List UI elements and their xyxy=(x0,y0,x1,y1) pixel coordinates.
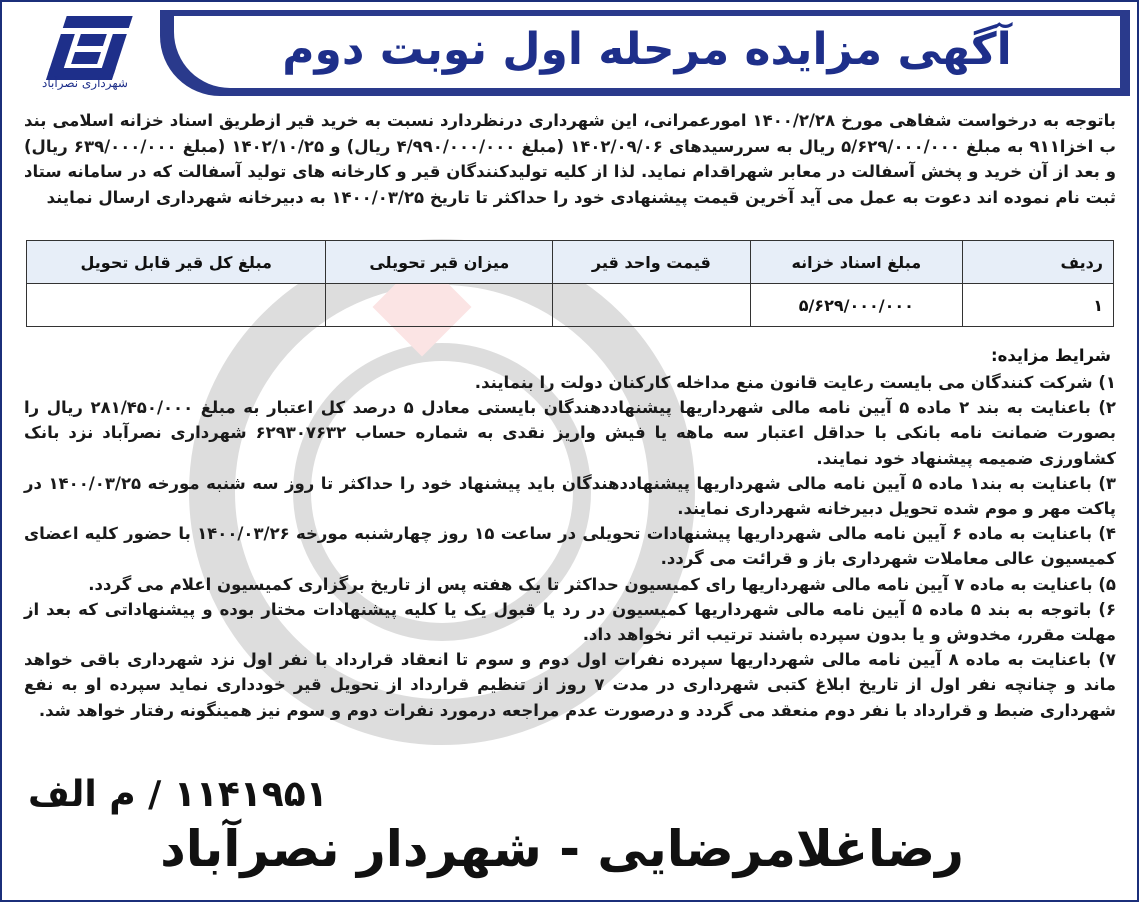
table-row xyxy=(27,284,1114,327)
table-header-cell: میزان قیر تحویلی xyxy=(326,241,553,284)
intro-paragraph: باتوجه به درخواست شفاهی مورخ ۱۴۰۰/۲/۲۸ امورعمرانی، این شهرداری درنظردارد نسبت به خرید قیر ازطریق اسناد خزانه اسلامی بند ب اخزا۹۱۱ به مبلغ ۵/۶۲۹/۰۰۰/۰۰۰ ریال به سررسیدهای ۱۴۰۲/۰۹/۰۶ (مبلغ ۴/۹۹۰/۰۰۰/۰۰۰ ریال) و ۱۴۰۲/۱۰/۲۵ (مبلغ ۶۳۹/۰۰۰/۰۰۰ ریال) و بعد از آن خرید و پخش آسفالت در معابر شهراقدام نماید. لذا از کلیه تولیدکنندگان قیر و کارخانه های تولید آسفالت که در سامانه ستاد ثبت نام نموده اند دعوت به عمل می آید آخرین قیمت پیشنهادی خود را حداکثر تا تاریخ ۱۴۰۰/۰۳/۲۵ به دبیرخانه شهرداری ارسال نمایند xyxy=(24,111,1117,207)
table-header-cell: مبلغ اسناد خزانه xyxy=(750,241,962,284)
table-header-cell: ردیف xyxy=(963,241,1114,284)
conditions-list xyxy=(24,370,1116,723)
table-header-cell: مبلغ کل قیر قابل تحویل xyxy=(27,241,326,284)
table-cell xyxy=(326,284,553,327)
bid-table xyxy=(26,240,1114,327)
table-header-row xyxy=(27,241,1114,284)
header-panel xyxy=(174,16,1120,88)
logo-caption: شهرداری نصرآباد xyxy=(42,76,128,90)
signer-name: رضاغلامرضایی - شهردار نصرآباد xyxy=(160,820,964,878)
page-title: آگهی مزایده مرحله اول نوبت دوم xyxy=(282,24,1012,75)
condition-item: ۵) باعنایت به ماده ۷ آیین نامه مالی شهرداریها رای کمیسیون حداکثر تا یک هفته پس از تاریخ برگزاری کمیسیون اعلام می گردد. xyxy=(88,574,1116,594)
condition-item: ۳) باعنایت به بند۱ ماده ۵ آیین نامه مالی شهرداریها پیشنهاددهندگان باید پیشنهاد خود را حداکثر تا روز سه شنبه مورخه ۱۴۰۰/۰۳/۲۵ در پاکت مهر و موم شده تحویل دبیرخانه شهرداری نمایند. xyxy=(24,473,1116,519)
reference-number: ۱۱۴۱۹۵۱ / م الف xyxy=(28,774,328,815)
condition-item: ۷) باعنایت به ماده ۸ آیین نامه مالی شهرداریها سپرده نفرات اول دوم و سوم تا انعقاد قرارداد با نفر اول نزد شهرداری باقی خواهد ماند و چنانچه نفر اول از تاریخ ابلاغ کتبی شهرداری در مدت ۷ روز از تنظیم قرارداد از تحویل قیر خودداری نماید سپرده او به نفع شهرداری ضبط و قرارداد با نفر دوم منعقد می گردد و درصورت عدم مراجعه درمورد نفرات دوم و سوم نیز همینگونه رفتار خواهد شد. xyxy=(24,650,1116,720)
condition-item: ۶) باتوجه به بند ۵ ماده ۵ آیین نامه مالی شهرداریها کمیسیون در رد یا قبول یک یا کلیه پیشنهادات مختار بوده و پیشنهاداتی که بعد از مهلت مقرر، مخدوش و یا بدون سپرده باشند ترتیب اثر نخواهد داد. xyxy=(24,599,1117,645)
condition-item: ۱) شرکت کنندگان می بایست رعایت قانون منع مداخله کارکنان دولت را بنمایند. xyxy=(474,373,1116,392)
table-cell: ۵/۶۲۹/۰۰۰/۰۰۰ xyxy=(750,284,962,327)
table-cell: ۱ xyxy=(963,284,1114,327)
table-cell xyxy=(553,284,750,327)
header-banner xyxy=(160,10,1130,96)
condition-item: ۴) باعنایت به ماده ۶ آیین نامه مالی شهرداریها پیشنهادات تحویلی در ساعت ۱۵ روز چهارشنبه مورخه ۱۴۰۰/۰۳/۲۶ با حضور کلیه اعضای کمیسیون عالی معاملات شهرداری باز و قرائت می گردد. xyxy=(24,524,1116,569)
table-header-cell: قیمت واحد قیر xyxy=(553,241,750,284)
condition-item: ۲) باعنایت به بند ۲ ماده ۵ آیین نامه مالی شهرداریها پیشنهاددهندگان بایستی معادل ۵ درصد کل اعتبار به مبلغ ۲۸۱/۴۵۰/۰۰۰ ریال را بصورت ضمانت نامه بانکی با حداقل اعتبار سه ماهه یا فیش واریز نقدی به شماره حساب ۶۲۹۳۰۷۶۳۲ شهرداری نصرآباد نزد بانک کشاورزی ضمیمه پیشنهاد خود نمایند. xyxy=(24,398,1116,468)
table-cell xyxy=(27,284,326,327)
conditions-title: شرایط مزایده: xyxy=(991,346,1111,365)
